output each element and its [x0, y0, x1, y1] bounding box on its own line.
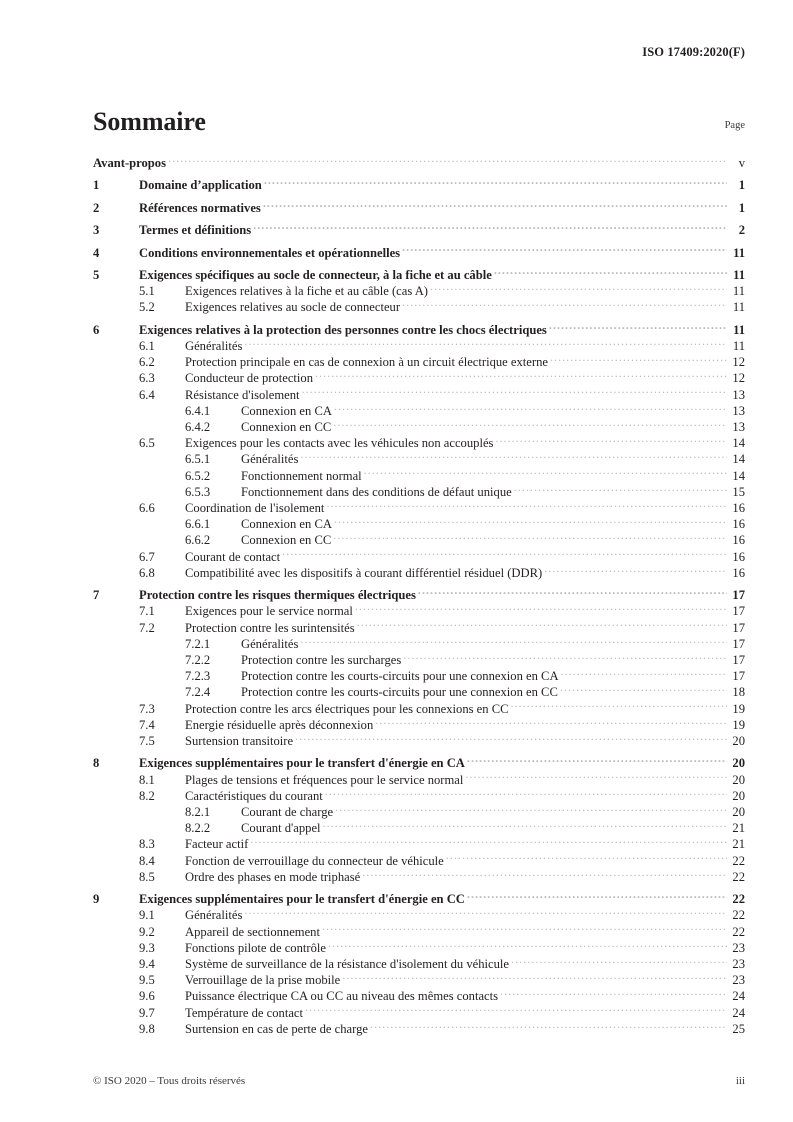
toc-entry-page-number: 11 — [732, 338, 745, 353]
table-of-contents — [93, 155, 745, 1037]
toc-leader-dots — [328, 940, 727, 952]
toc-entry-number: 8.2.2 — [185, 821, 211, 836]
toc-entry-page-number: 22 — [732, 853, 745, 868]
toc-entry[interactable] — [93, 772, 745, 788]
toc-leader-dots — [326, 500, 727, 512]
toc-entry[interactable] — [93, 804, 745, 820]
toc-entry-label: Conducteur de protection — [185, 371, 313, 386]
toc-entry[interactable] — [93, 435, 745, 451]
toc-entry-page-number: 21 — [732, 821, 745, 836]
toc-entry-label: Exigences spécifiques au socle de connecteur, à la fiche et au câble — [139, 267, 492, 282]
toc-leader-dots — [364, 468, 727, 480]
toc-entry-number: 6.5.1 — [185, 452, 211, 467]
toc-entry-label: Termes et définitions — [139, 223, 252, 238]
toc-leader-dots — [334, 516, 727, 528]
toc-entry-label: Compatibilité avec les dispositifs à courant différentiel résiduel (DDR) — [185, 565, 543, 580]
toc-leader-dots — [357, 620, 727, 632]
toc-entry-number: 8.4 — [139, 853, 155, 868]
toc-entry-number: 6.1 — [139, 338, 155, 353]
toc-entry-page-number: 24 — [732, 1005, 745, 1020]
toc-entry[interactable] — [93, 788, 745, 804]
toc-entry-label: Ordre des phases en mode triphasé — [185, 869, 361, 884]
toc-entry-number: 6.4 — [139, 387, 155, 402]
toc-entry-label: Facteur actif — [185, 837, 249, 852]
toc-entry-number: 6.5.2 — [185, 468, 211, 483]
toc-leader-dots — [544, 565, 727, 577]
toc-entry-page-number: 22 — [732, 924, 745, 939]
toc-entry[interactable] — [93, 222, 745, 238]
toc-entry-number: 6.5.3 — [185, 484, 211, 499]
toc-leader-dots — [430, 283, 727, 295]
toc-entry-page-number: v — [738, 156, 745, 170]
toc-entry-label: Exigences supplémentaires pour le transfert d'énergie en CA — [139, 756, 465, 771]
toc-leader-dots — [494, 267, 727, 279]
toc-entry-label: Courant d'appel — [241, 821, 321, 836]
toc-leader-dots — [467, 755, 727, 767]
toc-entry-page-number: 24 — [732, 989, 745, 1004]
toc-entry-number: 7.2.2 — [185, 653, 211, 667]
toc-entry[interactable] — [93, 701, 745, 717]
toc-leader-dots — [253, 222, 727, 234]
toc-entry[interactable] — [93, 403, 745, 419]
toc-entry-label: Protection contre les courts-circuits pour une connexion en CC — [241, 685, 558, 700]
toc-entry-page-number: 14 — [732, 436, 745, 451]
toc-entry-number: 3 — [93, 223, 100, 238]
toc-entry[interactable] — [93, 468, 745, 484]
toc-entry[interactable] — [93, 636, 745, 652]
toc-entry-label: Exigences pour le service normal — [185, 604, 353, 619]
toc-entry-number: 7.4 — [139, 717, 155, 732]
toc-entry[interactable] — [93, 853, 745, 869]
toc-entry-label: Fonctionnement dans des conditions de défaut unique — [241, 484, 512, 499]
toc-leader-dots — [250, 836, 727, 848]
toc-entry-label: Connexion en CA — [241, 517, 332, 532]
toc-leader-dots — [403, 652, 727, 664]
toc-entry-number: 6.6 — [139, 500, 155, 515]
toc-entry-page-number: 20 — [732, 772, 745, 787]
toc-entry-page-number: 22 — [732, 892, 745, 907]
toc-entry-label: Puissance électrique CA ou CC au niveau des mêmes contacts — [185, 989, 499, 1004]
toc-leader-dots — [550, 354, 727, 366]
toc-entry-label: Exigences relatives au socle de connecteur — [185, 300, 401, 315]
toc-entry-number: 9.8 — [139, 1021, 155, 1036]
toc-entry-label: Connexion en CC — [241, 419, 332, 434]
toc-leader-dots — [446, 853, 727, 865]
document-header-standard-ref: ISO 17409:2020(F) — [642, 45, 745, 59]
toc-entry-label: Exigences supplémentaires pour le transfert d'énergie en CC — [139, 892, 465, 907]
toc-entry-page-number: 12 — [732, 355, 745, 370]
toc-entry-label: Courant de charge — [241, 805, 334, 820]
toc-entry-label: Surtension en cas de perte de charge — [185, 1021, 369, 1036]
toc-entry[interactable] — [93, 1021, 745, 1037]
toc-entry-number: 8.5 — [139, 869, 155, 884]
toc-entry-number: 6.6.1 — [185, 517, 211, 532]
toc-title-row — [93, 107, 745, 137]
toc-leader-dots — [264, 177, 727, 189]
toc-entry-number: 9.6 — [139, 989, 155, 1004]
toc-leader-dots — [511, 701, 728, 713]
toc-entry-page-number: 21 — [732, 837, 745, 852]
toc-entry-label: Protection contre les surintensités — [185, 620, 355, 635]
toc-entry-number: 5.2 — [139, 300, 155, 315]
toc-entry-number: 5 — [93, 267, 100, 282]
toc-entry[interactable] — [93, 924, 745, 940]
toc-leader-dots — [315, 370, 727, 382]
toc-entry-page-number: 22 — [732, 908, 745, 923]
toc-entry[interactable] — [93, 354, 745, 370]
toc-entry[interactable] — [93, 891, 745, 907]
toc-entry[interactable] — [93, 603, 745, 619]
toc-entry[interactable] — [93, 484, 745, 500]
toc-entry[interactable] — [93, 370, 745, 386]
toc-entry-label: Plages de tensions et fréquences pour le service normal — [185, 772, 464, 787]
toc-entry-page-number: 17 — [732, 636, 745, 651]
toc-entry[interactable] — [93, 549, 745, 565]
toc-entry-page-number: 2 — [738, 223, 745, 238]
toc-entry-number: 9 — [93, 892, 100, 907]
toc-entry-page-number: 15 — [732, 484, 745, 499]
toc-entry[interactable] — [93, 419, 745, 435]
toc-entry-page-number: 16 — [732, 533, 745, 548]
toc-entry[interactable] — [93, 267, 745, 283]
toc-entry-page-number: 16 — [732, 500, 745, 515]
toc-leader-dots — [495, 435, 727, 447]
toc-entry-page-number: 17 — [732, 653, 745, 667]
toc-entry-number: 6.8 — [139, 565, 155, 580]
toc-entry-label: Caractéristiques du courant — [185, 788, 323, 803]
toc-entry[interactable] — [93, 322, 745, 338]
toc-leader-dots — [282, 549, 727, 561]
toc-leader-dots — [467, 891, 727, 903]
toc-entry[interactable] — [93, 684, 745, 700]
toc-entry-page-number: 11 — [732, 300, 745, 315]
toc-entry-page-number: 12 — [732, 371, 745, 386]
toc-entry[interactable] — [93, 940, 745, 956]
toc-leader-dots — [302, 387, 727, 399]
page-column-header: Page — [724, 120, 745, 131]
toc-entry[interactable] — [93, 565, 745, 581]
toc-leader-dots — [549, 322, 727, 334]
toc-entry-number: 8.2 — [139, 788, 155, 803]
toc-entry-page-number: 16 — [732, 517, 745, 532]
toc-entry[interactable] — [93, 155, 745, 171]
toc-entry[interactable] — [93, 836, 745, 852]
toc-leader-dots — [342, 972, 727, 984]
toc-entry[interactable] — [93, 652, 745, 668]
toc-entry[interactable] — [93, 283, 745, 299]
toc-entry-page-number: 13 — [732, 403, 745, 418]
toc-entry-label: Références normatives — [139, 200, 261, 215]
toc-entry-label: Généralités — [241, 636, 299, 651]
toc-entry-number: 8 — [93, 756, 100, 771]
toc-entry-number: 8.2.1 — [185, 805, 211, 820]
toc-entry[interactable] — [93, 907, 745, 923]
toc-entry-number: 7.3 — [139, 701, 155, 716]
toc-leader-dots — [561, 668, 727, 680]
toc-leader-dots — [333, 532, 727, 544]
toc-entry-label: Généralités — [185, 908, 243, 923]
toc-entry[interactable] — [93, 299, 745, 315]
toc-entry-number: 8.3 — [139, 837, 155, 852]
toc-entry[interactable] — [93, 733, 745, 749]
toc-entry-number: 9.4 — [139, 957, 155, 972]
toc-entry[interactable] — [93, 177, 745, 193]
toc-leader-dots — [355, 603, 727, 615]
toc-leader-dots — [514, 484, 727, 496]
toc-leader-dots — [560, 684, 727, 696]
footer-page-number: iii — [735, 1075, 745, 1087]
toc-entry[interactable] — [93, 200, 745, 216]
toc-entry-number: 1 — [93, 178, 100, 193]
toc-entry-number: 9.5 — [139, 973, 155, 988]
toc-leader-dots — [375, 717, 727, 729]
toc-leader-dots — [335, 804, 727, 816]
toc-entry-page-number: 20 — [732, 805, 745, 820]
toc-entry-page-number: 16 — [732, 565, 745, 580]
toc-entry-label: Fonctions pilote de contrôle — [185, 940, 326, 955]
toc-entry-number: 6.4.1 — [185, 403, 211, 418]
toc-entry-label: Surtension transitoire — [185, 734, 294, 749]
toc-entry-page-number: 14 — [732, 468, 745, 483]
toc-entry-number: 9.1 — [139, 908, 155, 923]
toc-entry-page-number: 11 — [733, 267, 745, 282]
toc-entry-label: Appareil de sectionnement — [185, 924, 320, 939]
toc-entry[interactable] — [93, 1005, 745, 1021]
document-footer — [93, 1075, 745, 1087]
toc-entry[interactable] — [93, 869, 745, 885]
toc-entry-page-number: 13 — [732, 387, 745, 402]
toc-entry-number: 7.2.1 — [185, 636, 211, 651]
toc-entry-page-number: 16 — [732, 549, 745, 564]
toc-entry-page-number: 11 — [732, 284, 745, 299]
toc-entry-label: Courant de contact — [185, 549, 281, 564]
toc-leader-dots — [168, 155, 727, 167]
toc-entry-number: 8.1 — [139, 772, 155, 787]
toc-leader-dots — [370, 1021, 727, 1033]
toc-entry-page-number: 18 — [732, 685, 745, 700]
toc-entry-page-number: 23 — [732, 940, 745, 955]
toc-entry-number: 7.1 — [139, 604, 155, 619]
footer-copyright: © ISO 2020 – Tous droits réservés — [93, 1075, 246, 1087]
toc-leader-dots — [300, 451, 727, 463]
toc-entry-label: Exigences relatives à la fiche et au câble (cas A) — [185, 284, 429, 299]
toc-leader-dots — [418, 587, 727, 599]
toc-entry[interactable] — [93, 956, 745, 972]
toc-entry-page-number: 1 — [738, 178, 745, 193]
toc-entry-number: 7.2.3 — [185, 669, 211, 684]
toc-entry-page-number: 17 — [732, 588, 745, 603]
toc-entry-label: Verrouillage de la prise mobile — [185, 973, 341, 988]
toc-entry[interactable] — [93, 988, 745, 1004]
toc-entry-label: Protection contre les risques thermiques électriques — [139, 588, 416, 603]
toc-entry-page-number: 19 — [732, 701, 745, 716]
toc-entry[interactable] — [93, 245, 745, 261]
toc-entry-page-number: 14 — [732, 452, 745, 467]
toc-entry-page-number: 20 — [732, 756, 745, 771]
toc-entry-page-number: 17 — [732, 669, 745, 684]
toc-entry-label: Résistance d'isolement — [185, 387, 300, 402]
toc-leader-dots — [263, 200, 727, 212]
toc-leader-dots — [244, 338, 727, 350]
toc-entry-page-number: 11 — [733, 245, 745, 260]
toc-entry-page-number: 25 — [732, 1021, 745, 1036]
toc-entry-label: Avant-propos — [93, 156, 167, 170]
toc-entry[interactable] — [93, 587, 745, 603]
toc-entry-page-number: 20 — [732, 788, 745, 803]
toc-entry[interactable] — [93, 516, 745, 532]
toc-entry-number: 6.5 — [139, 436, 155, 451]
toc-leader-dots — [300, 636, 727, 648]
toc-entry-number: 9.2 — [139, 924, 155, 939]
toc-entry-label: Protection contre les courts-circuits pour une connexion en CA — [241, 669, 559, 684]
toc-entry[interactable] — [93, 717, 745, 733]
toc-entry-label: Fonctionnement normal — [241, 468, 362, 483]
toc-entry-label: Domaine d’application — [139, 178, 262, 193]
toc-leader-dots — [244, 907, 727, 919]
toc-entry-number: 7.5 — [139, 734, 155, 749]
toc-entry-label: Exigences relatives à la protection des personnes contre les chocs électriques — [139, 322, 547, 337]
toc-entry-page-number: 17 — [732, 604, 745, 619]
toc-entry-label: Fonction de verrouillage du connecteur de véhicule — [185, 853, 444, 868]
toc-entry[interactable] — [93, 972, 745, 988]
toc-entry-page-number: 1 — [738, 200, 745, 215]
toc-leader-dots — [322, 924, 727, 936]
toc-entry-label: Protection principale en cas de connexion à un circuit électrique externe — [185, 355, 548, 370]
toc-entry-number: 2 — [93, 200, 100, 215]
toc-leader-dots — [402, 299, 727, 311]
toc-leader-dots — [334, 403, 727, 415]
toc-entry-page-number: 11 — [733, 322, 745, 337]
toc-leader-dots — [402, 245, 727, 257]
toc-entry-number: 9.7 — [139, 1005, 155, 1020]
toc-entry-page-number: 17 — [732, 620, 745, 635]
toc-entry[interactable] — [93, 620, 745, 636]
toc-leader-dots — [465, 772, 727, 784]
toc-entry[interactable] — [93, 532, 745, 548]
toc-entry-number: 7 — [93, 588, 100, 603]
toc-entry[interactable] — [93, 387, 745, 403]
toc-entry-label: Protection contre les arcs électriques pour les connexions en CC — [185, 701, 509, 716]
toc-entry-number: 6.7 — [139, 549, 155, 564]
toc-entry-label: Exigences pour les contacts avec les véhicules non accouplés — [185, 436, 494, 451]
toc-entry-number: 4 — [93, 245, 100, 260]
toc-entry-label: Coordination de l'isolement — [185, 500, 325, 515]
toc-entry-page-number: 19 — [732, 717, 745, 732]
toc-entry-number: 6.4.2 — [185, 419, 211, 434]
toc-leader-dots — [333, 419, 727, 431]
toc-entry-label: Température de contact — [185, 1005, 303, 1020]
toc-entry-label: Généralités — [185, 338, 243, 353]
toc-entry-number: 6.6.2 — [185, 533, 211, 548]
toc-entry-page-number: 20 — [732, 734, 745, 749]
toc-entry-label: Conditions environnementales et opérationnelles — [139, 245, 401, 260]
toc-entry-label: Connexion en CC — [241, 533, 332, 548]
toc-leader-dots — [295, 733, 727, 745]
toc-leader-dots — [325, 788, 727, 800]
toc-entry-page-number: 13 — [732, 419, 745, 434]
toc-entry-page-number: 23 — [732, 973, 745, 988]
toc-entry-number: 7.2 — [139, 620, 155, 635]
toc-entry-number: 5.1 — [139, 284, 155, 299]
toc-entry-number: 7.2.4 — [185, 685, 211, 700]
toc-entry-number: 6 — [93, 322, 100, 337]
toc-entry[interactable] — [93, 755, 745, 771]
toc-entry[interactable] — [93, 451, 745, 467]
toc-leader-dots — [362, 869, 727, 881]
toc-entry[interactable] — [93, 338, 745, 354]
toc-entry[interactable] — [93, 820, 745, 836]
toc-leader-dots — [305, 1005, 727, 1017]
toc-entry-page-number: 23 — [732, 957, 745, 972]
toc-entry-label: Système de surveillance de la résistance d'isolement du véhicule — [185, 957, 510, 972]
toc-entry-label: Généralités — [241, 452, 299, 467]
toc-entry-number: 6.3 — [139, 371, 155, 386]
toc-entry-label: Energie résiduelle après déconnexion — [185, 717, 374, 732]
toc-entry[interactable] — [93, 500, 745, 516]
toc-leader-dots — [500, 988, 727, 1000]
toc-leader-dots — [511, 956, 727, 968]
page-title: Sommaire — [93, 107, 206, 136]
toc-entry[interactable] — [93, 668, 745, 684]
toc-entry-page-number: 22 — [732, 869, 745, 884]
toc-leader-dots — [323, 820, 727, 832]
toc-entry-number: 6.2 — [139, 355, 155, 370]
toc-entry-label: Connexion en CA — [241, 403, 332, 418]
toc-entry-label: Protection contre les surcharges — [241, 653, 402, 667]
toc-entry-number: 9.3 — [139, 940, 155, 955]
